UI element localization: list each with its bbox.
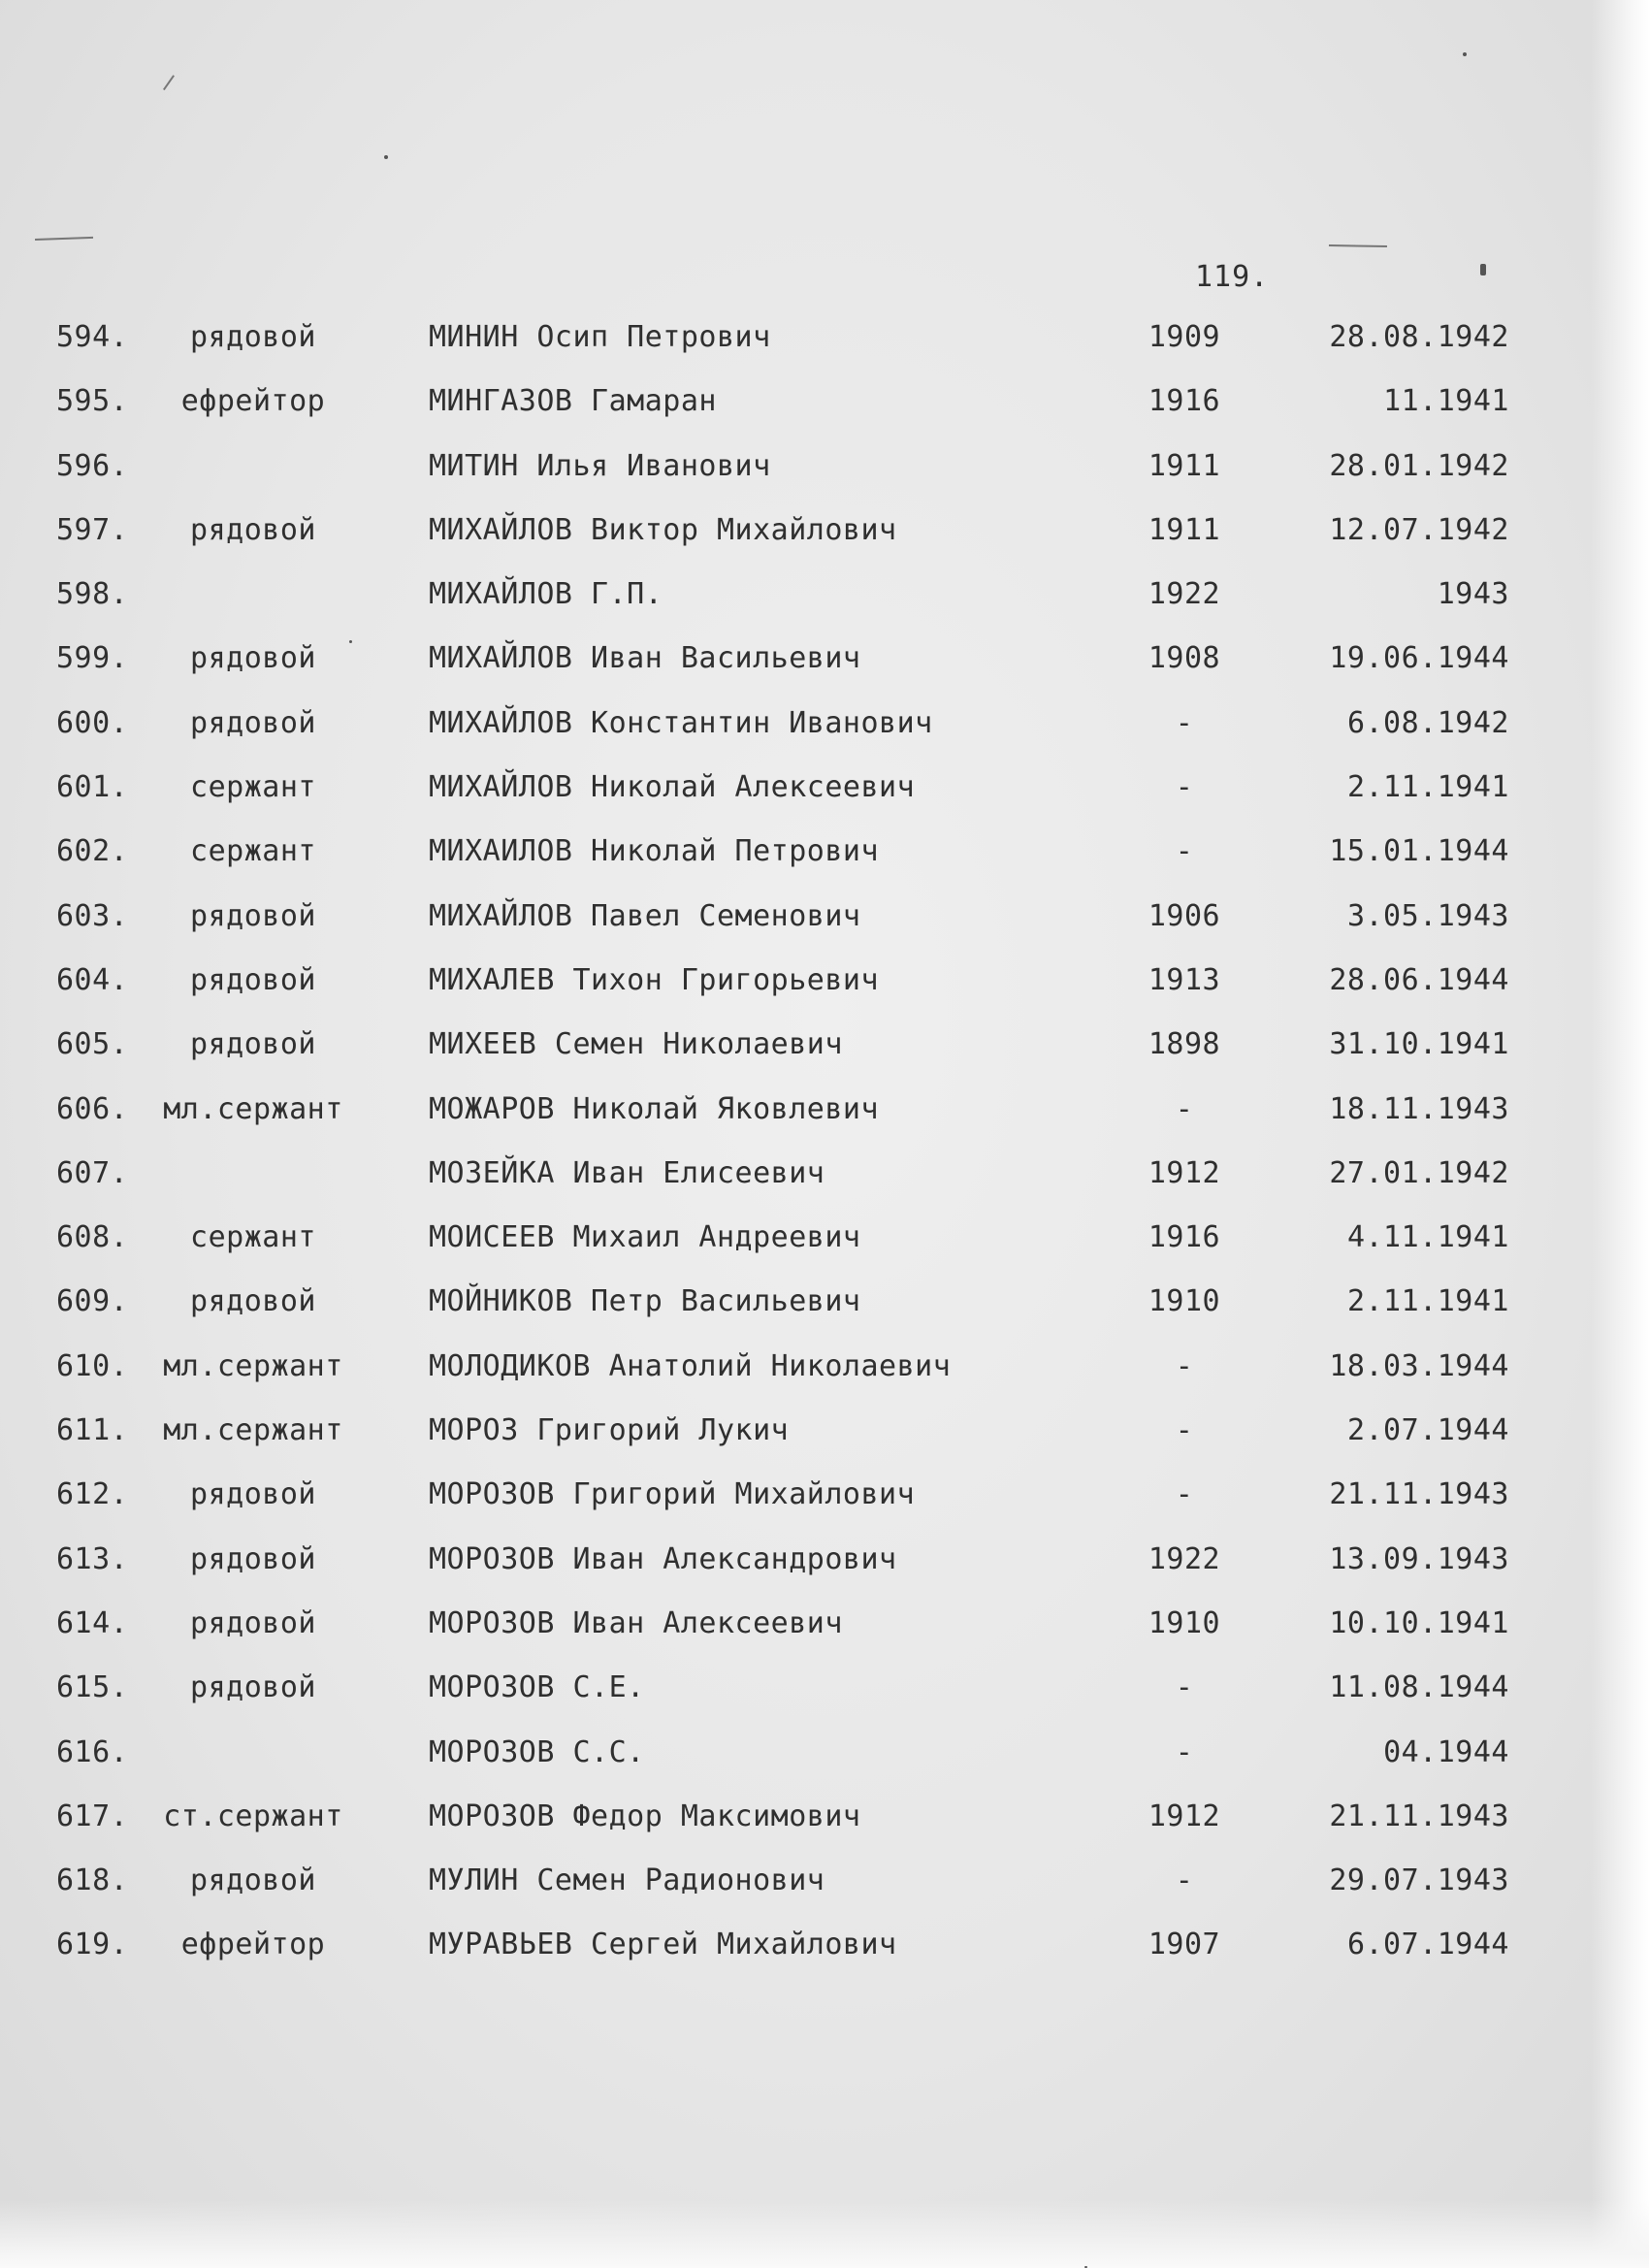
person-name: МОРОЗОВ Иван Алексеевич [429,1605,843,1640]
page-number: 119. [1195,260,1270,294]
entry-number: 619. [56,1928,129,1962]
birth-year: 1911 [1148,448,1221,483]
list-row [0,1477,1649,1541]
list-row [0,577,1649,641]
entry-number: 611. [56,1413,129,1448]
list-row [0,1928,1649,1992]
person-name: МОРОЗОВ Федор Максимович [429,1798,861,1833]
birth-year: 1910 [1148,1605,1221,1640]
military-rank: сержант [190,1220,316,1255]
birth-year: 1922 [1148,577,1221,612]
entry-number: 594. [56,320,129,354]
person-name: МОРОЗОВ Григорий Михайлович [429,1477,916,1512]
birth-year: 1913 [1148,962,1221,997]
list-row [0,449,1649,513]
death-date: 1943 [1437,577,1509,612]
scan-speck [1463,52,1467,56]
entry-number: 601. [56,770,129,805]
list-row [0,963,1649,1027]
list-row [0,384,1649,448]
death-date: 18.03.1944 [1329,1348,1509,1383]
entry-number: 610. [56,1348,129,1383]
entry-number: 608. [56,1220,129,1255]
list-row [0,1413,1649,1477]
birth-year: 1916 [1148,1220,1221,1255]
scan-mark [163,75,175,90]
military-rank: рядовой [190,1863,316,1898]
entry-number: 616. [56,1734,129,1769]
person-name: МИХАЛЕВ Тихон Григорьевич [429,962,880,997]
entry-number: 604. [56,962,129,997]
birth-year: 1910 [1148,1284,1221,1319]
military-rank: рядовой [190,641,316,676]
entry-number: 596. [56,448,129,483]
list-row [0,1027,1649,1091]
birth-year: - [1175,1734,1194,1769]
death-date: 13.09.1943 [1329,1541,1509,1576]
military-rank: ефрейтор [180,1928,326,1962]
military-rank: ст.сержант [163,1798,343,1833]
person-name: МОЗЕЙКА Иван Елисеевич [429,1155,825,1190]
birth-year: 1909 [1148,320,1221,354]
entry-number: 618. [56,1863,129,1898]
list-row [0,834,1649,898]
death-date: 27.01.1942 [1329,1155,1509,1190]
scan-edge-bottom [0,2200,1649,2268]
entry-number: 605. [56,1027,129,1062]
list-row [0,641,1649,705]
military-rank: рядовой [190,1670,316,1705]
death-date: 11.1941 [1383,384,1509,419]
entry-number: 617. [56,1798,129,1833]
birth-year: 1906 [1148,898,1221,933]
entry-number: 600. [56,705,129,740]
person-name: МОЙНИКОВ Петр Васильевич [429,1284,861,1319]
entry-number: 595. [56,384,129,419]
person-name: МИХАЙЛОВ Павел Семенович [429,898,861,933]
person-name: МОРОЗОВ С.Е. [429,1670,645,1705]
list-row [0,706,1649,770]
military-rank: рядовой [190,962,316,997]
casualty-list [0,320,1649,1993]
birth-year: - [1175,1091,1194,1126]
list-row [0,1220,1649,1284]
military-rank: сержант [190,770,316,805]
birth-year: - [1175,1863,1194,1898]
death-date: 21.11.1943 [1329,1477,1509,1512]
death-date: 31.10.1941 [1329,1027,1509,1062]
death-date: 10.10.1941 [1329,1605,1509,1640]
scan-mark [1329,244,1387,247]
military-rank: мл.сержант [163,1091,343,1126]
death-date: 28.01.1942 [1329,448,1509,483]
entry-number: 602. [56,834,129,869]
entry-number: 598. [56,577,129,612]
birth-year: - [1175,1348,1194,1383]
birth-year: 1912 [1148,1155,1221,1190]
entry-number: 609. [56,1284,129,1319]
person-name: МИХАЙЛОВ Г.П. [429,577,663,612]
entry-number: 599. [56,641,129,676]
birth-year: - [1175,770,1194,805]
birth-year: 1908 [1148,641,1221,676]
entry-number: 603. [56,898,129,933]
military-rank: ефрейтор [180,384,326,419]
death-date: 18.11.1943 [1329,1091,1509,1126]
person-name: МУРАВЬЕВ Сергей Михайлович [429,1928,897,1962]
birth-year: - [1175,1477,1194,1512]
person-name: МИХЕЕВ Семен Николаевич [429,1027,843,1062]
death-date: 4.11.1941 [1346,1220,1509,1255]
list-row [0,1606,1649,1670]
death-date: 19.06.1944 [1329,641,1509,676]
entry-number: 614. [56,1605,129,1640]
military-rank: мл.сержант [163,1413,343,1448]
birth-year: 1922 [1148,1541,1221,1576]
military-rank: рядовой [190,705,316,740]
military-rank: сержант [190,834,316,869]
list-row [0,1284,1649,1348]
death-date: 12.07.1942 [1329,512,1509,547]
military-rank: рядовой [190,320,316,354]
person-name: МИХАЙЛОВ Константин Иванович [429,705,933,740]
list-row [0,899,1649,963]
person-name: МИТИН Илья Иванович [429,448,771,483]
military-rank: мл.сержант [163,1348,343,1383]
military-rank: рядовой [190,1284,316,1319]
birth-year: - [1175,1413,1194,1448]
person-name: МИХАЙЛОВ Иван Васильевич [429,641,861,676]
death-date: 2.11.1941 [1346,1284,1509,1319]
death-date: 2.11.1941 [1346,770,1509,805]
military-rank: рядовой [190,1541,316,1576]
death-date: 21.11.1943 [1329,1798,1509,1833]
entry-number: 615. [56,1670,129,1705]
entry-number: 613. [56,1541,129,1576]
military-rank: рядовой [190,1605,316,1640]
list-row [0,1863,1649,1928]
list-row [0,1156,1649,1220]
person-name: МОРОЗОВ С.С. [429,1734,645,1769]
person-name: МУЛИН Семен Радионович [429,1863,825,1898]
person-name: МОЖАРОВ Николай Яковлевич [429,1091,880,1126]
scan-mark [35,237,93,241]
person-name: МИХАИЛОВ Николай Петрович [429,834,880,869]
military-rank: рядовой [190,512,316,547]
military-rank: рядовой [190,1027,316,1062]
entry-number: 597. [56,512,129,547]
death-date: 3.05.1943 [1346,898,1509,933]
person-name: МОРОЗОВ Иван Александрович [429,1541,897,1576]
person-name: МИНИН Осип Петрович [429,320,771,354]
birth-year: 1916 [1148,384,1221,419]
birth-year: - [1175,1670,1194,1705]
death-date: 15.01.1944 [1329,834,1509,869]
death-date: 28.08.1942 [1329,320,1509,354]
list-row [0,770,1649,834]
list-row [0,513,1649,577]
death-date: 6.08.1942 [1346,705,1509,740]
list-row [0,1092,1649,1156]
death-date: 6.07.1944 [1346,1928,1509,1962]
person-name: МИХАЙЛОВ Виктор Михайлович [429,512,897,547]
death-date: 2.07.1944 [1346,1413,1509,1448]
military-rank: рядовой [190,1477,316,1512]
birth-year: - [1175,834,1194,869]
person-name: МИНГАЗОВ Гамаран [429,384,717,419]
death-date: 11.08.1944 [1329,1670,1509,1705]
scan-speck [384,155,388,159]
list-row [0,1349,1649,1413]
birth-year: 1912 [1148,1798,1221,1833]
person-name: МОРОЗ Григорий Лукич [429,1413,790,1448]
birth-year: - [1175,705,1194,740]
entry-number: 607. [56,1155,129,1190]
list-row [0,1542,1649,1606]
person-name: МОИСЕЕВ Михаил Андреевич [429,1220,861,1255]
person-name: МОЛОДИКОВ Анатолий Николаевич [429,1348,952,1383]
list-row [0,320,1649,384]
death-date: 28.06.1944 [1329,962,1509,997]
entry-number: 606. [56,1091,129,1126]
death-date: 29.07.1943 [1329,1863,1509,1898]
military-rank: рядовой [190,898,316,933]
list-row [0,1735,1649,1799]
death-date: 04.1944 [1383,1734,1509,1769]
list-row [0,1799,1649,1863]
birth-year: 1911 [1148,512,1221,547]
entry-number: 612. [56,1477,129,1512]
birth-year: 1898 [1148,1027,1221,1062]
scan-speck [1480,264,1486,275]
list-row [0,1670,1649,1734]
person-name: МИХАЙЛОВ Николай Алексеевич [429,770,916,805]
birth-year: 1907 [1148,1928,1221,1962]
